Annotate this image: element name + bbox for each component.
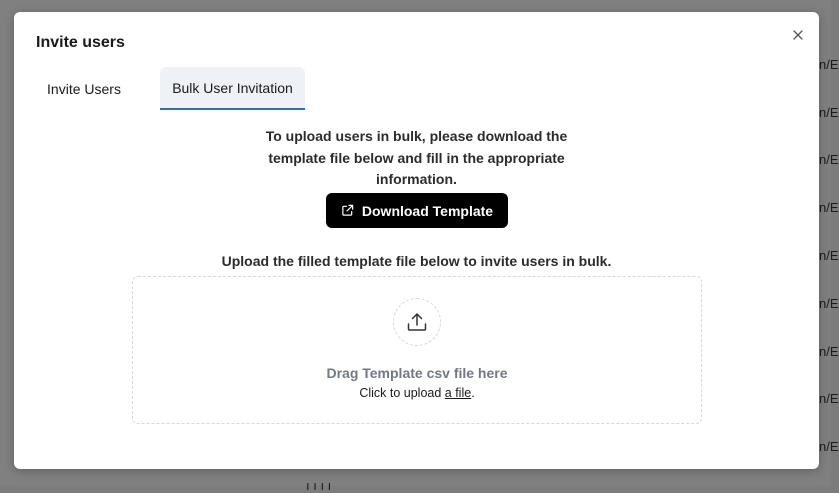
background-row-text: n/E	[819, 344, 839, 359]
tab-bulk-user-invitation[interactable]	[160, 67, 305, 110]
background-row-text: n/E	[819, 439, 839, 454]
drag-instructions: Drag Template csv file here	[326, 365, 508, 381]
background-row-text: n/E	[819, 57, 839, 72]
upload-icon	[406, 311, 428, 333]
download-template-button[interactable]	[326, 193, 508, 228]
tab-bar	[34, 67, 305, 110]
background-bottom-text: ı ı ı ı	[306, 478, 332, 493]
background-row-text: n/E	[819, 248, 839, 263]
tab-invite-users[interactable]	[34, 67, 134, 110]
download-button-label: Download Template	[361, 202, 494, 219]
upload-instructions: Upload the filled template file below to invite users in bulk.	[221, 253, 612, 269]
external-link-icon	[341, 204, 354, 217]
tab-label: Bulk User Invitation	[172, 79, 293, 96]
background-row-text: n/E	[819, 105, 839, 120]
background-row-text: n/E	[819, 200, 839, 215]
tab-label: Invite Users	[47, 80, 121, 97]
upload-file-link[interactable]: a file	[444, 386, 472, 400]
click-suffix: .	[471, 386, 475, 400]
close-button[interactable]	[789, 26, 807, 44]
background-row-text: n/E	[819, 152, 839, 167]
invite-users-modal	[14, 12, 819, 469]
background-row-text: n/E	[819, 296, 839, 311]
file-dropzone[interactable]	[132, 276, 702, 424]
close-icon	[793, 30, 803, 40]
click-prefix: Click to upload	[359, 386, 445, 400]
click-to-upload-text	[133, 386, 701, 400]
background-row-text: n/E	[819, 391, 839, 406]
upload-icon-container	[393, 298, 441, 346]
bulk-instructions: To upload users in bulk, please download the template file below and fill in the appropriate information.	[265, 128, 568, 187]
modal-title: Invite users	[36, 34, 125, 51]
